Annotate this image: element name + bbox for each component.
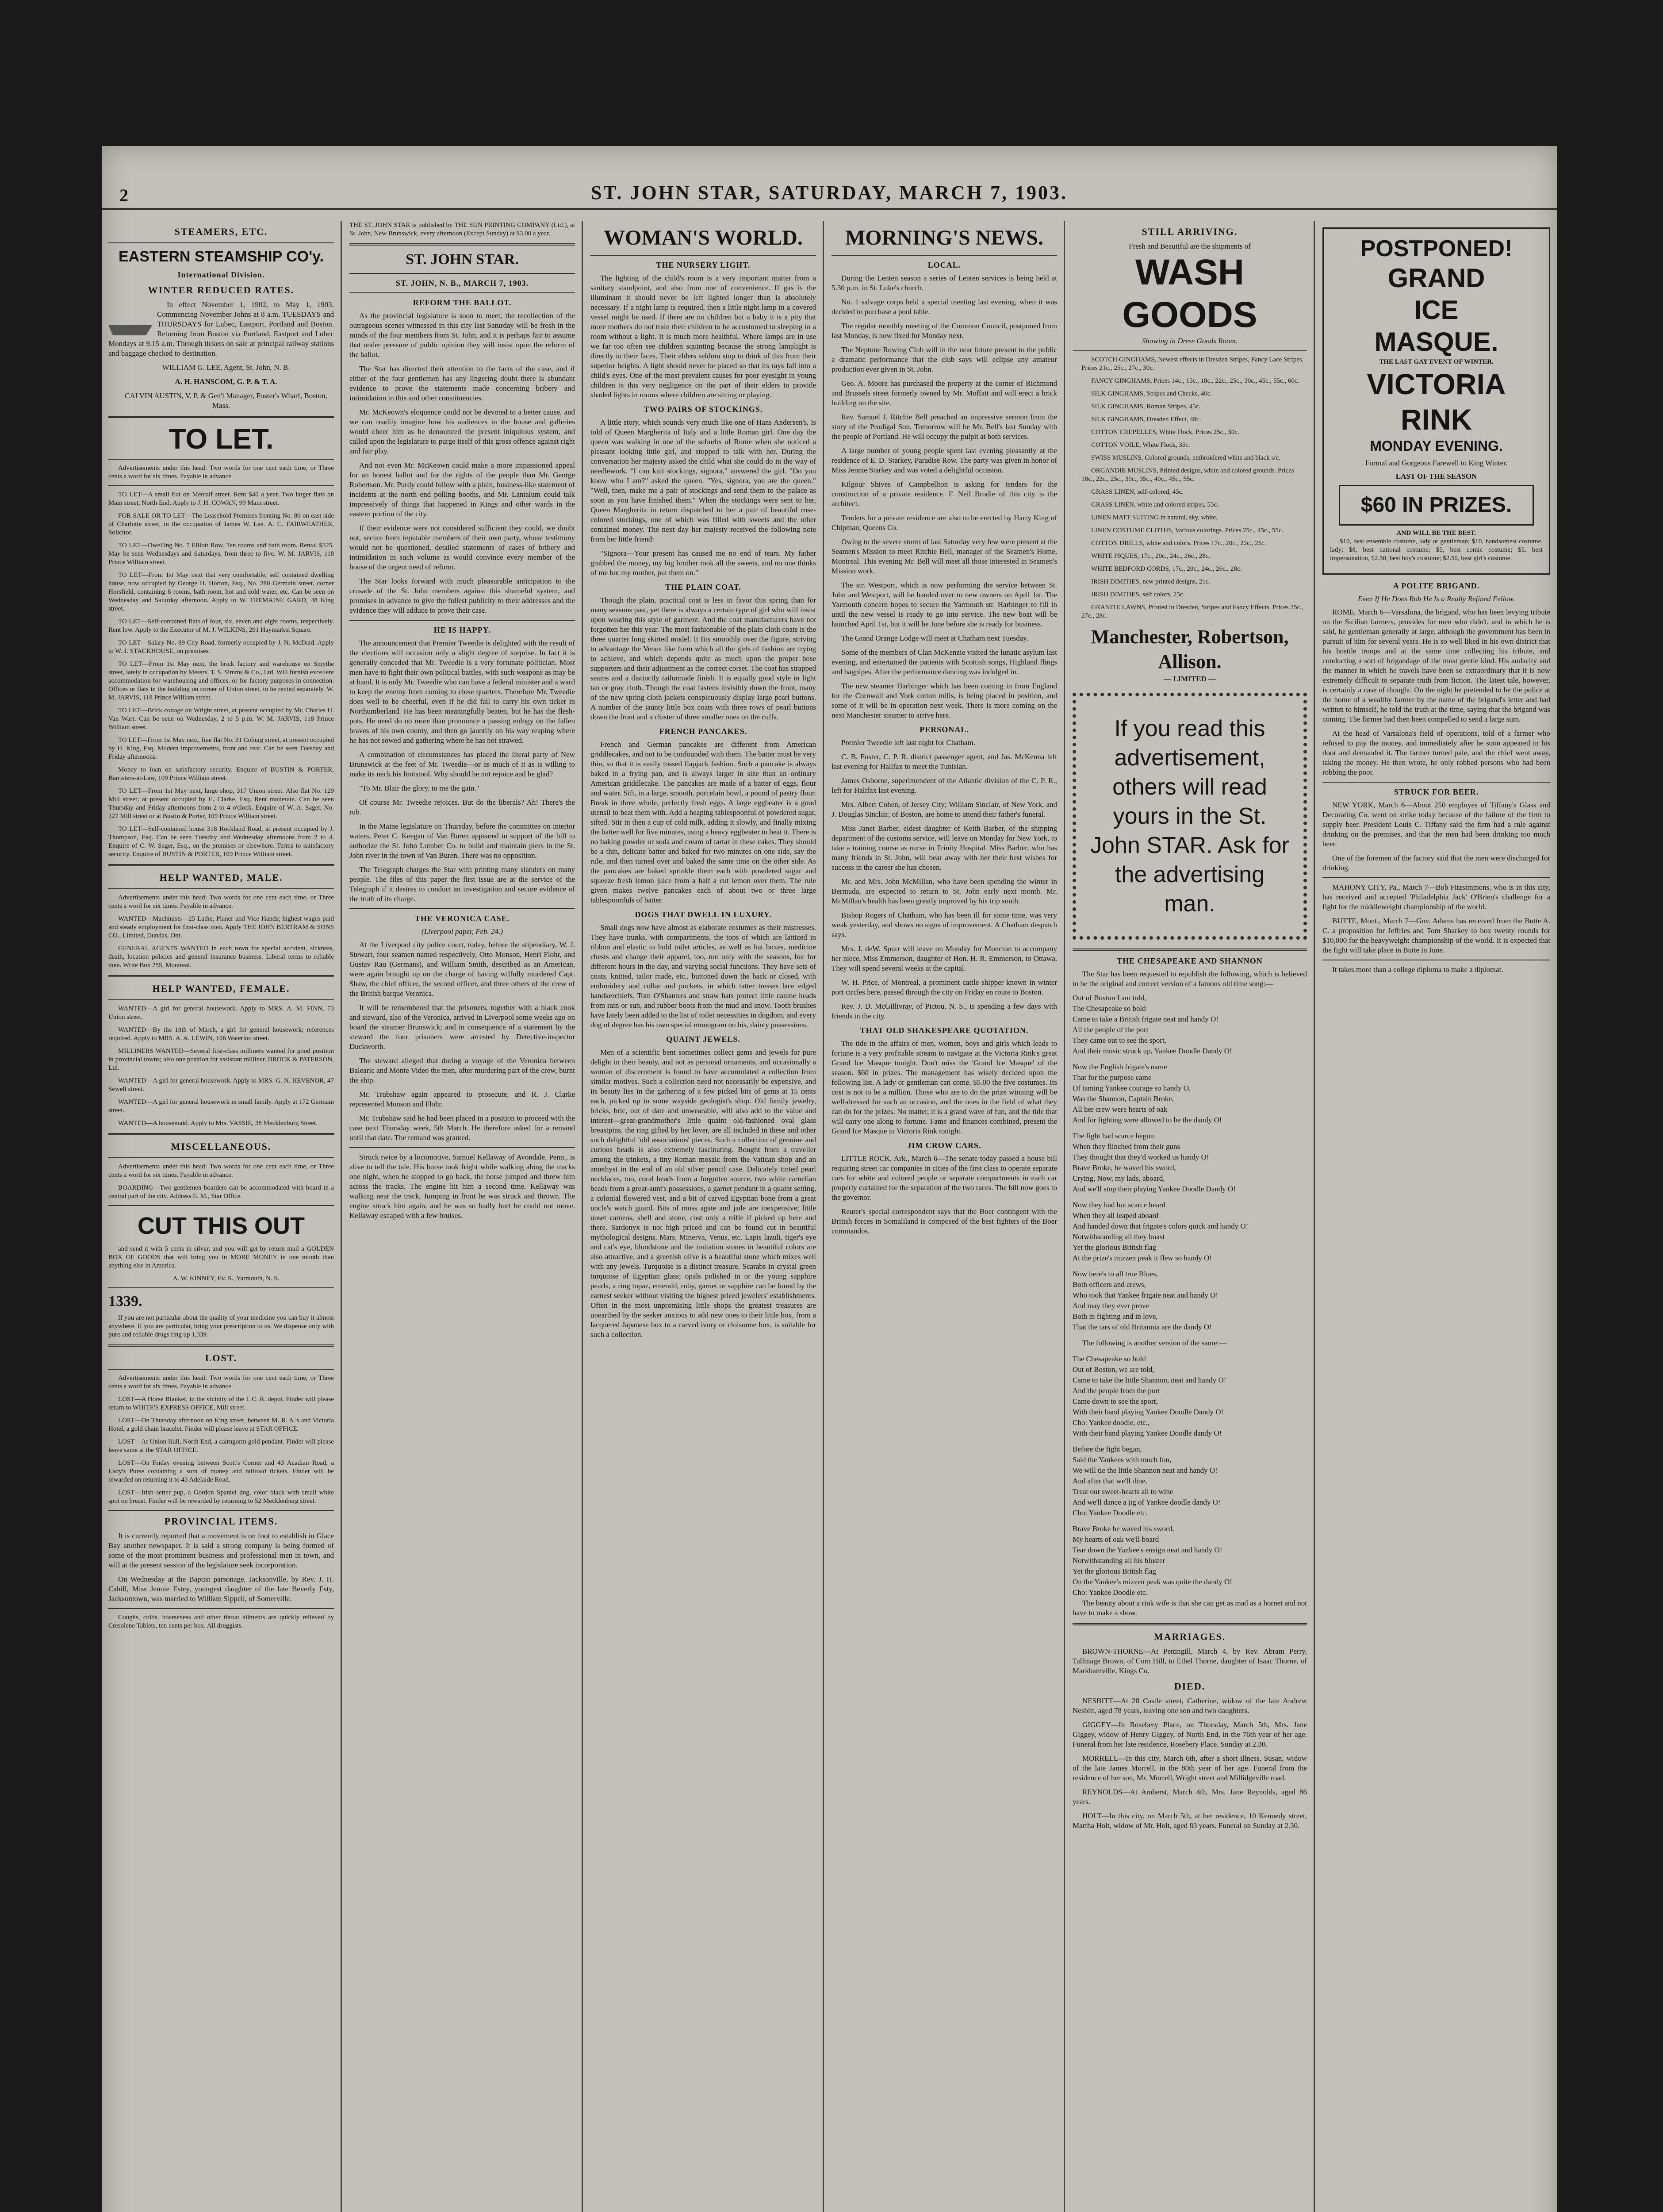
list-item: Money to loan on satisfactory security. Enquire of BUSTIN & PORTER, Barristers-at-Law, 109 Prince William street. [108, 766, 334, 782]
heading-dogs: DOGS THAT DWELL IN LUXURY. [635, 910, 772, 919]
column-rule [341, 221, 342, 2212]
publisher-note: THE ST. JOHN STAR is published by THE SUN PRINTING COMPANY (Ltd.), at St. John, New Brunswick, every afternoon (Except Sunday) at $3.00 a year. [349, 222, 575, 237]
column-5-ads-and-song [1073, 221, 1307, 2212]
verse-line: That for the purpose came [1073, 1073, 1152, 1082]
dateline: ST. JOHN, N. B., MARCH 7, 1903. [395, 279, 529, 288]
verse-line: Brave Broke, he waved his sword, [1073, 1164, 1176, 1172]
cough-ad: Coughs, colds, hoarseness and other throat ailments are quickly relieved by Cresolene Tablets, ten cents per box. All druggists. [108, 1614, 334, 1629]
list-item: SILK GINGHAMS, Stripes and Checks, 40c. [1091, 390, 1212, 397]
list-item: LOST—Irish setter pup, a Gordon Spaniel dog, color black with small white spot on breast. Finder will be rewarded by returning to 52 Mecklenburg street. [108, 1489, 334, 1505]
verse-line: They thought that they'd worked us handy O! [1073, 1153, 1209, 1161]
verse-line: And their music struck up, Yankee Doodle Dandy O! [1073, 1047, 1232, 1055]
verse-line: And may they ever prove [1073, 1302, 1149, 1310]
paragraph: Geo. A. Moore has purchased the property at the corner of Richmond and Brussels street formerly owned by Mr. Moffatt and will erect a brick building on the site. [832, 379, 1057, 407]
list-item: GENERAL AGENTS WANTED in each town for special accident, sickness, death, location policies and general insurance business. Liberal terms to reliable men. Write Box 255, Montreal. [108, 945, 334, 969]
paragraph: REYNOLDS—At Amherst, March 4th, Mrs. Jane Reynolds, aged 86 years. [1073, 1788, 1307, 1806]
verse-line: Cho: Yankee Doodle etc. [1073, 1509, 1148, 1517]
paragraph: The Star has directed their attention to the facts of the case, and if either of the four gentlemen has any lingering doubt there is abundant evidence to prove the statements made concerning bribery and intimidation in this and other constituencies. [349, 365, 575, 402]
list-item: TO LET—Dwelling No. 7 Elliott Row. Ten rooms and bath room. Rental $325. May be seen Wednesdays and Saturdays, from three to five. W. M. JARVIS, 118 Prince William street. [108, 542, 334, 566]
paragraph: In the Maine legislature on Thursday, before the committee on interior waters, Peter C. Keegan of Van Buren appeared in support of the bill to authorize the St. John Lumber Co. to build and maintain piers in the St. John river in the town of Van Buren. There was no opposition. [349, 822, 575, 860]
verse-line: Notwithstanding all they boast [1073, 1233, 1165, 1241]
paragraph: The lighting of the child's room is a very important matter from a sanitary standpoint, and also from one of convenience. If gas is the illuminant it should never be left lighted longer than is absolutely necessary. If a night lamp is required, then a little night lamp in a covered vessel might be used. If there are no children but a baby it is a pity that more mothers do not train their children to be accustomed to sleeping in a room without a light. It is much more healthful. Where lamps are in use we far too often see children squinting because the strong lamplight is directly in their faces. Their elders seldom stop to think of this from their superior heights. A light should never be placed so that its rays fall into a child's eyes. One of the most prevalent causes for poor eyesight in young children is this very negligence on the part of their elders to provide shaded lights in rooms where children are sitting or playing. [590, 274, 816, 399]
paragraph: Owing to the severe storm of last Saturday very few were present at the Seamen's Mission to meet Ritchie Bell, manager of the Seamen's Home, Montreal. This evening Mr. Bell will meet all those interested in Seamen's Mission work. [832, 538, 1057, 575]
list-item: FANCY GINGHAMS, Prices 14c., 15c., 18c., 22c., 25c., 30c., 45c., 55c., 60c. [1091, 377, 1299, 384]
verse-line: Now they had but scarce heard [1073, 1201, 1166, 1209]
list-item: TO LET—Brick cottage on Wright street, at present occupied by Mr. Charles H. Van Wart. Can be seen on Wednesday, 2 to 5 p.m. W. M. JARVIS, 118 Prince William street. [108, 707, 334, 731]
paragraph: Kilgour Shives of Campbellton is asking for tenders for the construction of a private residence. F. Neil Brodie of this city is the architect. [832, 480, 1057, 508]
verse-line: And we'll dance a jig of Yankee doodle dandy O! [1073, 1498, 1221, 1506]
last-season: LAST OF THE SEASON [1395, 472, 1477, 480]
verse-line: Notwithstanding all his bluster [1073, 1556, 1165, 1565]
verse-line: Came to take a British frigate neat and handy O! [1073, 1015, 1219, 1023]
paragraph: The Neptune Rowing Club will in the near future present to the public a dramatic performance that the club says will eclipse any amateur production ever given in St. John. [832, 346, 1057, 373]
paragraph: LITTLE ROCK, Ark., March 6—The senate today passed a house bill requiring street car companies in cities of the first class to operate separate cars for white and colored people or separate compartments in each car properly curtained for the separation of the two races. The bill now goes to the governor. [832, 1154, 1057, 1202]
misc-title: MISCELLANEOUS. [171, 1141, 272, 1152]
paragraph: MORRELL—In this city, March 6th, after a short illness, Susan, widow of the late James Morrell, in the 80th year of her age. Funeral from the residence of her son, Mr. Morrell, Wright street and Millidgeville road. [1073, 1754, 1307, 1782]
wash-showing: Showing in Dress Goods Room. [1142, 337, 1238, 345]
verse-line: The fight had scarce begun [1073, 1132, 1154, 1140]
list-item: LINEN MATT SUITING in natural, sky, white. [1091, 514, 1218, 521]
chesapeake-outro: The beauty about a rink wife is that she can get as mad as a hornet and not have to make a show. [1073, 1599, 1307, 1617]
cut-signed: A. W. KINNEY, Ev. S., Yarmouth, N. S. [172, 1275, 280, 1282]
verse-line: At the prize's mizzen peak it flew so handy O! [1073, 1254, 1212, 1262]
verse-line: All the people of the port [1073, 1025, 1149, 1034]
verse-line: We will tie the little Shannon neat and handy O! [1073, 1466, 1218, 1475]
verse-line: Both officers and crews, [1073, 1280, 1146, 1289]
paragraph: And not even Mr. McKeown could make a more impassioned appeal for an honest ballot and for the rights of the people than Mr. George Robertson. Mr. Purdy could follow with a plain, business-like statement of incidents at the north end polling booths, and Mr. Lantalum could talk impressively of things that happened in Kings and other wards in the eastern portion of the city. [349, 461, 575, 518]
song-verse [1073, 993, 1307, 1598]
list-item: WHITE PIQUES, 17c., 20c., 24c., 26c., 28c. [1091, 553, 1211, 560]
paragraph: At the head of Varsalona's field of operations, told of a farmer who refused to pay the money, and immediately after he soon appeared in his door and demanded it. The farmer turned pale, and the chief went away, taking the money. He then wrote, he only robbed persons who had been robbing the poor. [1322, 729, 1550, 776]
list-item: TO LET—From 1st May next, fine flat No. 31 Coburg street, at present occupied by H. King, Esq. Modern improvements, front and rear. Can be seen Tuesday and Friday afternoons. [108, 737, 334, 760]
paragraph: The Grand Orange Lodge will meet at Chatham next Tuesday. [841, 634, 1028, 642]
list-item: GRASS LINEN, white and colored stripes, 55c. [1091, 501, 1219, 508]
paragraph: A little story, which sounds very much like one of Hans Andersen's, is told of Queen Margherita of Italy and a little Roman girl. One day the queen was walking in one of the suburbs of Rome when she noticed a pleasant looking little girl, and stopped to talk with her. During the conversation her majesty asked the child what she could do in the way of needlework. "I can knit stockings, signora," answered the girl. "Do you know who I am?" asked the queen. "Yes, signora, you are the queen." "Well, then, make me a pair of stockings and send them to the palace as soon as you have finished them." When the stockings were sent to her, Queen Margherita in return dispatched to her a pair of beautiful rose-colored stockings, one of which was filled with sweets and the other contained money. The next day her majesty received the following note from her little friend: [590, 418, 816, 543]
paragraph: Some of the members of Clan McKenzie visited the lunatic asylum last evening, and entertained the patients with Scottish songs, Highland flings and bagpipes. After the performance dancing was indulged in. [832, 648, 1057, 676]
mra-name: Manchester, Robertson, Allison. [1091, 626, 1289, 672]
verse-line: The Chesapeake so bold [1073, 1004, 1146, 1013]
list-item: TO LET—Salary No. 89 City Road, formerly occupied by J. N. McDaid. Apply to W. J. STACKHOUSE, on premises. [108, 639, 334, 655]
paragraph: Mr. Trubshaw again appeared to prosecute, and R. J. Clarke represented Monson and Flohr. [349, 1090, 575, 1108]
verse-line: Of taming Yankee courage so handy O, [1073, 1084, 1191, 1092]
heading-died: DIED. [1174, 1681, 1206, 1692]
ice-masque-ad [1322, 227, 1550, 575]
paragraph: It is currently reported that a movement is on foot to establish in Glace Bay another newspaper. It is said a strong company is being formed of some of the most prominent business and professional men in town, and will at the present session of the legislature seek incorporation. [108, 1532, 334, 1569]
paragraph: BUTTE, Mont., March 7—Gov. Adams has received from the Butte A. C. a proposition for Jeffries and Tom Sharkey to box twenty rounds for $10,000 for the heavyweight championship of the world. It is expected that the fight will take place in Butte in June. [1322, 917, 1550, 954]
paragraph: Struck twice by a locomotive, Samuel Kellaway of Avondale, Penn., is alive to tell the tale. His horse took fright while walking along the tracks one night, when he stopped to go back, the horse jumped and threw him across the tracks. The engine hit him a second time. Kellaway was walking near the track, Jumping in front he was struck and thrown. The engine struck him again, and he was so badly hurt he could not move. Kellaway escaped with a few bruises. [349, 1153, 575, 1220]
heading-strike: STRUCK FOR BEER. [1394, 787, 1479, 796]
paragraph: "Signora—Your present has caused me no end of tears. My father grabbed the money, my big brother took all the sweets, and no one thinks of me but my mother, put them on." [590, 549, 816, 577]
list-item: COTTON DRILLS, white and colors. Prices 17c., 20c., 22c., 25c. [1091, 540, 1266, 547]
paragraph: HOLT—In this city, on March 5th, at her residence, 10 Kennedy street, Martha Holt, widow of Mr. Holt, aged 83 years. Funeral on Sunday at 2.30. [1073, 1812, 1307, 1830]
heading-happy: HE IS HAPPY. [433, 626, 491, 634]
paragraph: The announcement that Premier Tweedie is delighted with the result of the elections will occasion only a slight degree of surprise. In fact it is generally conceded that Mr. Tweedie is a very fortunate politician. Most men have to fight their own political battles, with such weapons as may be at hand. It is only Mr. Tweedie who can have a federal minister and a ward to keep the enemy from coming to close quarters. Therefore Mr. Tweedie does well to be cheerful, even if he did fail to carry his own ticket in Northumberland. He has been meaningfully beaten, but he has the flesh-pots. He need do no more than pronounce a passing eulogy on the fallen braves of his own county, and then go jauntily on his way reaping where he has not sowed and gathering where he has not strawed. [349, 639, 575, 745]
paragraph: Rev. Samuel J. Ritchie Bell preached an impressive sermon from the story of the Prodigal Son. Tomorrow will be Mr. Bell's last Sunday with the people of Portland. He will occupy the pulpit at both services. [832, 413, 1057, 441]
verse-line: Crying, Now, my lads, aboard, [1073, 1174, 1165, 1183]
page-number: 2 [119, 185, 128, 205]
list-item: WANTED—A girl for general housework. Apply to MRS. G. N. HEVENOR, 47 Sewell street. [108, 1077, 334, 1093]
postponed-title: POSTPONED! [1360, 236, 1513, 261]
ad-1339-body: If you are not particular about the quality of your medicine you can buy it almost anywhere. If you are particular, bring your prescription to us. We dispense only with pure and reliable drugs ring up 1,339. [108, 1314, 334, 1338]
paragraph: James Osborne, superintendent of the Atlantic division of the C. P. R., left for Halifax last evening. [832, 776, 1057, 795]
paragraph: NEW YORK, March 6—About 250 employes of Tiffany's Glass and Decorating Co. went on strike today because of the failure of the firm to supply beer. President Louis C. Tiffany said the firm had a rule against drinking on the premises, and that the men had been drinking too much beer. [1322, 801, 1550, 848]
verse-line: With their band playing Yankee Doodle Dandy O! [1073, 1408, 1224, 1416]
list-item: BOARDING—Two gentlemen boarders can be accommodated with board in a central part of the city. Address E. M., Star Office. [108, 1184, 334, 1200]
heading-plain-coat: THE PLAIN COAT. [665, 583, 741, 591]
paragraph: French and German pancakes are different from American griddlecakes, and not to be confounded with them. The batter must be very thin, so that it is easily tossed flapjack fashion. Such a pancake is always baked in a frying pan, and is always larger in size than an ordinary American griddlecake. The pancakes are made of a batter of eggs, flour and water. Sift, in a large, smooth, porcelain bowl, a pound of pastry flour. Break in three whole, perfectly fresh eggs. A large eggbeater is a good utensil to beat them with. Add a heaping tablespoonful of powdered sugar, sifted. Stir in then a cup of cold milk, adding it slowly, and finally mixing the batter well for five minutes, using a heavy eggbeater to beat it. There is no baking powder or soda and cream of tartar in these cakes. They should be a thin, delicate batter and baked for two minutes on one side, say the rule, and then turned over and baked the same time on the other side. As the pancakes are baked sprinkle them each with powdered sugar and squeeze fresh lemon juice from a half a cut lemon over them. The rule given makes twelve pancakes each of about two or three large tablespoonfuls of batter. [590, 740, 816, 904]
verse-line: Tear down the Yankee's ensign neat and handy O! [1073, 1546, 1222, 1554]
paragraph: Though the plain, practical coat is less in favor this spring than for many seasons past, yet there is always a certain type of girl who will insist upon wearing this style of garment. And the coat manufacturers have not forgotten her this year. The most fashionable of the plain cloth coats is the three quarter long skirted model. It fits smoothly over the figure, striving to advantage the Venus like form which all the girls of fashion are trying to achieve, and which depends quite as much upon the proper hose supporters and their adjustment as the correct corset. The coat has strapped seams and a distinctly tailormade finish. It is equally good style in light tan or gray cloth. Though the coat fastens invisibly down the front, many of the new spring cloth jackets conspicuously display large pearl buttons. A number of the jaunty little box coats with three rows of pearl buttons down the front and a cluster of three smaller ones on the cuffs. [590, 596, 816, 721]
paragraph: "To Mr. Blair the glory, to me the gain." [359, 784, 479, 792]
paragraph: Mrs. Albert Cohen, of Jersey City; William Sinclair, of New York, and J. Douglas Sinclair, of Boston, are home to attend their father's funeral. [832, 800, 1057, 818]
monday-evening: MONDAY EVENING. [1370, 438, 1503, 454]
paragraph: The steward alleged that during a voyage of the Veronica between Balearic and Monte Video the men, after murdering part of the crew, burnt the ship. [349, 1056, 575, 1084]
masque-word: MASQUE. [1374, 327, 1498, 357]
paragraph: MAHONY CITY, Pa., March 7—Bob Fitzsimmons, who is in this city, has received and accepted 'Philadelphia Jack' O'Brien's challenge for a fight for the middleweight championship of the world. [1322, 883, 1550, 911]
column-1-classifieds [108, 221, 334, 2212]
paragraph: Mr. Trubshaw said he had been placed in a position to proceed with the case next Thursday week, 5th March. He therefore asked for a remand until that date. The remand was granted. [349, 1114, 575, 1142]
paragraph: Tenders for a private residence are also to be erected by Harry King of Chipman, Queens Co. [832, 514, 1057, 532]
paragraph: ROME, March 6—Varsalona, the brigand, who has been levying tribute on the Sicilian farmers, provides for men who didn't, and in which he is said, he gentleman generally at large, although the government has been in pursuit of him for several years. He is so well liked in his own district that his hostile troops and at the same time collecting his tribute, and conducting a sort of brigandage of the most gentle kind. His audacity and the manner in which he travels have been so extraordinary that it is now extremely difficult to separate truth from fiction. The latest tale, however, is certainly a case of thought. On the night he pretended to be the police at the home of a wealthy farmer by the name of the brigand's letter and had written to himself, he told the truth at the time, saying that the brigand was coming. The farmer had then been compelled to send a large sum. [1322, 608, 1550, 723]
paragraph: At the Liverpool city police court, today, before the stipendiary, W. J. Stewart, four seamen named respectively, Otto Monson, Henri Flohr, and Gustav Rau (Germans), and William Smith, described as an American, were again brought up on the charge of having wilfully murdered Capt. Shaw, the chief officer, the second officer, and three others of the crew of the British barque Veronica. [349, 941, 575, 998]
paper-title: ST. JOHN STAR. [406, 251, 519, 268]
paragraph: Small dogs now have almost as elaborate costumes as their mistresses. They have trunks, with compartments, the tops of which are latticed in ribbon and elastic to hold toilet articles, as well as hat boxes, medicine chests and change their apparel, too, not only with the seasons, but for different hours in the day, and varying social functions. They have sets of coats, knitted, tailor made, etc., buttoned down the back or closed, with embroidery and collar and pockets, in which tatter tresses lace edged handkerchiefs. Tom O'Shanters and straw hats protect little canine heads from rain or sun, and rubber boots from the mud and snow. Tooth brushes have lately been added to the list of toilet necessities in dogdom, and every dog of degree has his own special monogram on his, dainty possessions. [590, 923, 816, 1029]
verse-line: Came to take the little Shannon, neat and handy O! [1073, 1376, 1226, 1384]
prizes-detail: $10, best ensemble costume, lady or gentleman; $10, handsomest costume, lady; $8, best national costume; $5, best comic costume; $5, best impersonation, $2.50, best boy's costume; $2.50, best girl's costume. [1330, 538, 1543, 562]
heading-chesapeake: THE CHESAPEAKE AND SHANNON [1117, 956, 1263, 965]
list-item: SILK GINGHAMS, Dresden Effect, 48c. [1091, 416, 1201, 423]
verse-line: With their band playing Yankee Doodle dandy O! [1073, 1429, 1222, 1437]
newspaper-page [102, 146, 1557, 2212]
column-6-rink-and-news [1322, 221, 1550, 2212]
steamship-sub2: WINTER REDUCED RATES. [148, 284, 295, 296]
to-let-intro: Advertisements under this head: Two words for one cent each time, or Three cents a word for six times. Payable in advance. [108, 465, 334, 480]
list-item: LOST—On Thursday afternoon on King street, between M. R. A.'s and Victoria Hotel, a gold chain bracelet. Finder will please leave at STAR OFFICE. [108, 1417, 334, 1432]
advertise-text: If you read this advertisement, others will read yours in the St. John STAR. Ask for the advertising man. [1090, 716, 1289, 917]
ice-word: ICE [1414, 295, 1459, 325]
list-item: WANTED—A girl for general housework in small family. Apply at 172 Germain street. [108, 1098, 334, 1114]
heading-veronica: THE VERONICA CASE. [414, 914, 510, 923]
list-item: TO LET—Self-contained house 318 Rockland Road, at present occupied by J. Thompson, Esq. Can be seen Tuesday and Wednesday afternoons from 2 to 4. Enquire of C. W. Sager, Esq., on the premises or elsewhere. Terms to satisfactory security. Enquire of BUSTIN & PORTER, 109 Prince William street. [108, 826, 334, 858]
paragraph: A combination of circumstances has placed the literal party of New Brunswick at the feet of Mr. Tweedie—or as much of it as is willing to make its neck his footstool. Why should he not rejoice and be glad? [349, 750, 575, 778]
verse-line: Before the fight began, [1073, 1445, 1142, 1453]
help-female-title: HELP WANTED, FEMALE. [152, 983, 290, 994]
verse-line: My hearts of oak we'll board [1073, 1535, 1159, 1544]
verse-line: Brave Broke he waved his sword, [1073, 1525, 1174, 1533]
wash-goods-title: WASH GOODS [1122, 252, 1257, 335]
verse-line: Cho: Yankee doodle, etc., [1073, 1418, 1150, 1427]
ad-1339-title: 1339. [108, 1293, 142, 1310]
heading-jewels: QUAINT JEWELS. [666, 1035, 740, 1044]
to-let-title: TO LET. [169, 423, 274, 455]
last-gay-event: THE LAST GAY EVENT OF WINTER. [1379, 358, 1494, 365]
list-item: LOST—On Friday evening between Scott's Corner and 43 Acadian Road, a Lady's Purse containing a sum of money and railroad tickets. Finder will be rewarded on returning it to 43 Adelaide Road. [108, 1459, 334, 1483]
column-4-mornings-news [832, 221, 1057, 2212]
paragraph: W. H. Price, of Montreal, a prominent cattle shipper known in winter port circles here, passed through the city on Friday en route to Boston. [832, 978, 1057, 996]
paragraph: Mrs. J. deW. Spurr will leave on Monday for Moncton to accompany her niece, Miss Emmerson, daughter of Hon. H. R. Emmerson, to Ottawa. They will spend several weeks at the capital. [832, 945, 1057, 972]
steamship-title: EASTERN STEAMSHIP CO'y. [118, 248, 324, 265]
steamship-gp: A. H. HANSCOM, G. P. & T. A. [175, 377, 277, 386]
verse-line: Came down to see the sport, [1073, 1397, 1158, 1406]
advertise-box [1073, 693, 1307, 940]
mra-limited: — LIMITED — [1163, 675, 1216, 683]
heading-stockings: TWO PAIRS OF STOCKINGS. [644, 405, 763, 414]
list-item: SWISS MUSLINS, Colored grounds, embroidered white and black s/c. [1091, 454, 1280, 461]
paragraph: During the Lenten season a series of Lenten services is being held at 5.30 p.m. in St. Luke's church. [832, 274, 1057, 292]
list-item: TO LET—From 1st May next, the brick factory and warehouse on Smythe street, lately in occupation by Messrs. T. S. Simms & Co., Ltd. Will furnish excellent accommodation for warehousing and offices, or for factory purposes in connection. Offices or flats in the building on corner of Union street, to be rented separately. W. M. JARVIS, 118 Prince William street. [108, 661, 334, 701]
paragraph: The str. Westport, which is now performing the service between St. John and Westport, will be handed over to new owners on April 1st. The Yarmouth concern hopes to secure the Yarmouth str. Harbinger to fill in until the new vessel is ready to go into service. The new boat will be launched April 1st, but it will be June before she is ready for business. [832, 581, 1057, 628]
verse-line: Said the Yankees with much fun, [1073, 1455, 1172, 1464]
list-item: WANTED—A housemaid. Apply to Mrs. VASSIE, 38 Mecklenburg Street. [118, 1120, 318, 1127]
paragraph: It takes more than a college diploma to make a diplomat. [1332, 965, 1503, 974]
verse-line: And after that we'll dine, [1073, 1477, 1147, 1485]
verse-line: Yet the glorious British flag [1073, 1243, 1157, 1252]
heading-brigand: A POLITE BRIGAND. [1393, 581, 1480, 590]
paragraph: As the provincial legislature is soon to meet, the recollection of the outrageous scenes witnessed in this city last Saturday will be fresh in the minds of the four members from St. John, and it is perhaps fair to assume that under pressure of public opinion they will insist upon the reform of the ballot. [349, 311, 575, 359]
list-item: COTTON CREPELLES, White Flock. Prices 25c., 30c. [1091, 429, 1239, 436]
still-arriving: STILL ARRIVING. [1142, 226, 1238, 237]
help-male-title: HELP WANTED, MALE. [159, 872, 283, 883]
list-item: WANTED—Machinists—25 Lathe, Planer and Vice Hands; highest wages paid and steady employment for first-class men. Apply THE JOHN BERTRAM & SONS CO., Limited, Dundas, Ont. [108, 915, 334, 939]
heading-personal: PERSONAL. [920, 725, 969, 734]
womans-world-title: WOMAN'S WORLD. [604, 226, 803, 250]
verse-line: Cho: Yankee Doodle etc. [1073, 1588, 1148, 1597]
grand-word: GRAND [1387, 263, 1485, 293]
verse-line: That the tars of old Britannia are the dandy O! [1073, 1323, 1212, 1331]
list-item: FOR SALE OR TO LET—The Leasehold Premises fronting No. 80 on east side of Charlotte street, in the occupation of James W. Lee. A. C. FAIRWEATHER, Solicitor. [108, 512, 334, 536]
verse-line: Now the English frigate's name [1073, 1063, 1167, 1071]
verse-line: And for fighting were allowed to be the dandy O! [1073, 1116, 1222, 1124]
column-rule [1064, 221, 1065, 2212]
column-rule [1314, 221, 1315, 2212]
best-line: AND WILL BE THE BEST. [1396, 530, 1476, 537]
victoria-rink: VICTORIA RINK [1367, 368, 1506, 436]
verse-line: They came out to see the sport, [1073, 1036, 1166, 1045]
list-item: IRISH DIMITIES, new printed designs, 21c. [1091, 578, 1211, 585]
verse-line: Yet the glorious British flag [1073, 1567, 1157, 1575]
list-item: WANTED—By the 18th of March, a girl for general housework; references required. Apply to MRS. A. A. LEWIN, 106 Waterloo street. [108, 1026, 334, 1042]
paragraph: GIGGEY—In Rosebery Place, on Thursday, March 5th, Mrs. Jane Giggey, widow of Henry Giggey, of North End, in the 76th year of her age. Funeral from her late residence, Rosebery Place, Sunday at 2.30. [1073, 1720, 1307, 1748]
verse-alt-intro: The following is another version of the same:— [1082, 1339, 1227, 1347]
list-item: IRISH DIMITIES, self colors, 25c. [1091, 591, 1185, 598]
paragraph: NESBITT—At 28 Castle street, Catherine, widow of the late Andrew Nesbitt, aged 78 years, leaving one son and two daughters. [1073, 1697, 1307, 1715]
heading-french-pancakes: FRENCH PANCAKES. [659, 727, 747, 736]
prizes-box [1339, 485, 1534, 526]
heading-ballot: REFORM THE BALLOT. [413, 298, 512, 307]
paragraph: Men of a scientific bent sometimes collect gems and jewels for pure delight in their beauty, and not as personal ornaments, and occasionally a woman of discernment is found to have accumulated a collection from similar motives. Such a collection need not necessarily be expensive, and its beauty lies in the gathering of a few picked bits of gems at 15 cents each, picked up in some wayside geologist's shop. Old family jewelry, bricks, bric, out of date and unwearable, will also add to the value and interest—great-grandmother's little quaint old-fashioned oval glass breastpins, the ring gifted by her lover, are all included in these and other such delightful 'old associations' pieces. Such a collection of genuine and curious beads is also extremely fascinating. Bought from a traveller among the trinkets, a tiny Roman mosaic from the Vatican shop and an amethyst in the end of an old silver pencil case. Delicately tinted pearl necklaces, too, coral beads from a forgotten source, two white carnelian beads from a great-aunt's possessions, a garnet pendant in a quaint setting, a colonial flowered vest, and a bit of carved Egyptian bone from a great uncle's watch guard. Bits of moss agate and jade are inexpensive; little unset cameos, shell and stone, cost only a trifle if picked up here and there. Sardonyx is not high priced and can be found cut in beautiful mythological designs, Mars, Minerva, Venus, etc. Lapis lazuli, tiger's eye and cat's eye, bloodstone and the imitation stones in beautiful colors are also attractive, and a greenish olive is a beautiful stone which mixes well with any jewels. Turquoise is a distinct treasure. Scarabs in crystal green turquoise of Egyptian glass; opals polished in or the young sapphire pearls, a ring topaz, emerald, ruby, garnet or sapphire can be found by the earnest seeker without visiting the highest priced jewelers' establishments. Often in the most unpromising little shops the greatest treasures are unearthed by the seeker anxious to add new ones to their little box, from a lacquered Japanese box to a carved ivory or cloisonne box, is suitable for such a collection. [590, 1048, 816, 1339]
column-rule [582, 221, 583, 2212]
paragraph: The Star looks forward with much pleasurable anticipation to the crusade of the St. John members against this shameful system, and promises in advance to give the fullest publicity to their addresses and the evidence they will adduce to prove their case. [349, 577, 575, 614]
cut-this-out-title: CUT THIS OUT [138, 1213, 305, 1239]
steamship-sub1: International Division. [177, 270, 265, 279]
paragraph: Rev. J. D. McGillivray, of Pictou, N. S., is spending a few days with friends in the city. [832, 1002, 1057, 1020]
list-item: TO LET—From 1st May next, large shop, 317 Union street. Also flat No. 129 Mill street; at present occupied by E. Clarke, Esq. Rent moderate. Can be seen Thursday and Friday afternoons from 2 to 4 o'clock. Enquire of W. A. Sager, No. 127 Mill street or at Bustin & Porter, 109 Prince William street. [108, 787, 334, 820]
misc-intro: Advertisements under this head: Two words for one cent each time, or Three cents a word for six times. Payable in advance. [108, 1163, 334, 1179]
chesapeake-intro: The Star has been requested to republish the following, which is believed to be the original and correct version of a famous old time song:— [1073, 970, 1307, 988]
list-item: LINEN COSTUME CLOTHS, Various colorings. Prices 25c., 45c., 55c. [1091, 527, 1284, 534]
paragraph: The regular monthly meeting of the Common Council, postponed from last Monday, is now fixed for Monday next. [832, 322, 1057, 340]
paragraph: Mr. McKeown's eloquence could not be devoted to a better cause, and we can readily imagine how his audiences in the house and galleries would cheer him as he denounced the present iniquitous system, and called upon the legislature to purge itself of this gross offence against right and fair play. [349, 408, 575, 455]
list-item: ORGANDIE MUSLINS, Printed designs, white and colored grounds. Prices 18c., 22c., 25c., 30c., 35c., 40c., 45c., 55c. [1081, 467, 1294, 483]
list-item: GRANITE LAWNS, Printed in Dresden, Stripes and Fancy Effects. Prices 25c., 27c., 28c. [1081, 604, 1303, 619]
list-item: COTTON VOILE, White Flock, 35c. [1091, 442, 1190, 449]
lost-title: LOST. [205, 1352, 238, 1363]
paragraph: Reuter's special correspondent says that the Boer contingent with the British forces in Somaliland is composed of the best fighters of the Boer commandos. [832, 1207, 1057, 1235]
paragraph: The tide in the affairs of men, women, boys and girls which leads to fortune is a very profitable stream to navigate at the Victoria Rink's great Grand Ice Masque tonight. Don't miss the 'Grand Ice Masque' of the season. $60 in prizes. The management has wisely decided upon the following list. A lady or gentleman can come, $5.00 the five costumes. Its cost is not to be a million. Those who are to do the prize winning will be well-dressed for such an occasion, and the ones in the field of what they can do for the prizes. No matter, it is a grand wave of fun, and the tide that will carry one along to fortune. Fame and finances combined, present the Grand Ice Masque in Victoria Rink tonight. [832, 1039, 1057, 1135]
paragraph: It will be remembered that the prisoners, together with a black cook and steward, also of the Veronica, arrived in Liverpool some weeks ago on board the steamer Brunswick; and in consequence of a statement by the steward the four prisoners were arrested by Detective-inspector Duckworth. [349, 1003, 575, 1051]
cut-body: and send it with 5 cents in silver, and you will get by return mail a GOLDEN BOX OF GOODS that will bring you in MORE MONEY in one month than anything else in America. [108, 1245, 334, 1269]
steamship-agent: WILLIAM G. LEE, Agent, St. John, N. B. [162, 363, 290, 372]
section-steamers: STEAMERS, ETC. [174, 226, 268, 237]
lost-intro: Advertisements under this head: Two words for one cent each time, or Three cents a word for six times. Payable in advance. [108, 1375, 334, 1390]
list-item: GRASS LINEN, self-colored, 45c. [1091, 488, 1184, 495]
paragraph: No. 1 salvage corps held a special meeting last evening, when it was decided to purchase a pool table. [832, 298, 1057, 316]
paragraph: BROWN-THORNE—At Pettingill, March 4, by Rev. Abram Perry, Tallmage Brown, of Corn Hill, to Ethel Thorne, daughter of Isaac Thorne, of Markhamville, Kings Co. [1073, 1647, 1307, 1675]
verse-line: When they all leaped aboard [1073, 1211, 1159, 1220]
paragraph: Miss Janet Barber, eldest daughter of Keith Barber, of the shipping department of the customs service, will leave on Monday for New York, to take a training course as nurse in Trinity Hospital. Miss Barber, who has many friends in St. John, will bear away with her their best wishes for success in the career she has chosen. [832, 824, 1057, 872]
verse-line: All her crew were hearts of oak [1073, 1105, 1168, 1114]
masthead: ST. JOHN STAR, SATURDAY, MARCH 7, 1903. [102, 181, 1557, 210]
list-item: TO LET—A small flat on Metcalf street. Rent $40 a year. Two larger flats on Main street, North End. Apply to J. H. COWAN, 99 Main street. [108, 491, 334, 507]
paragraph: If their evidence were not considered sufficient they could, we doubt not, secure from reputable members of their own party, whose testimony would not be questioned, detailed statements of cases of bribery and intimidation in such volume as would convince every member of the house of the urgent need of reform. [349, 524, 575, 571]
verse-line: Was the Shannon, Captain Broke, [1073, 1094, 1174, 1103]
veronica-source: (Liverpool paper, Feb. 24.) [421, 927, 503, 936]
column-2-editorial [349, 221, 575, 2212]
paragraph: Bishop Rogers of Chatham, who has been ill for some time, was very weak yesterday, and shows no signs of improvement. A Chatham despatch says. [832, 911, 1057, 939]
verse-line: Both in fighting and in love, [1073, 1312, 1158, 1321]
paragraph: The Telegraph charges the Star with printing many slanders on many people. The files of this paper the first issue are at the service of the Telegraph if it desires to conduct an investigation and secure evidence of the truth of its charge. [349, 865, 575, 903]
verse-line: When they flinched from their guns [1073, 1142, 1180, 1151]
steamship-gm: CALVIN AUSTIN, V. P. & Gen'l Manager, Foster's Wharf, Boston, Mass. [125, 392, 327, 410]
list-item: WANTED—A girl for general housework. Apply to MRS. A. M. FINN, 73 Union street. [108, 1005, 334, 1021]
provincial-title: PROVINCIAL ITEMS. [164, 1516, 278, 1527]
wash-intro: Fresh and Beautiful are the shipments of [1129, 242, 1251, 250]
list-item: SILK GINGHAMS, Roman Stripes, 45c. [1091, 403, 1201, 410]
paragraph: Of course Mr. Tweedie rejoices. But do the liberals? Ah! There's the rub. [349, 798, 575, 816]
paragraph: On Wednesday at the Baptist parsonage, Jacksonville, by Rev. J. H. Cahill, Miss Jennie Estey, youngest daughter of the late Beverly Esty, Jacksontown, was married to William Sippell, of Somerville. [108, 1575, 334, 1603]
mornings-news-title: MORNING'S NEWS. [845, 226, 1044, 250]
heading-shakespeare: THAT OLD SHAKESPEARE QUOTATION. [860, 1026, 1029, 1035]
paragraph: A large number of young people spent last evening pleasantly at the residence of E. D. Starkey, Paradise Row. The party was given in honor of Miss Jennie Starkey and was voted a delightful occasion. [832, 446, 1057, 474]
verse-line: Treat our sweet-hearts all to wine [1073, 1487, 1173, 1496]
column-rule [823, 221, 824, 2212]
list-item: SCOTCH GINGHAMS, Newest effects in Dresden Stripes, Fancy Lace Stripes. Prices 21c., 25c., 27c., 30c. [1081, 356, 1304, 372]
verse-line: And the people from the port [1073, 1386, 1160, 1395]
help-male-intro: Advertisements under this head: Two words for one cent each time, or Three cents a word for six times. Payable in advance. [108, 894, 334, 910]
verse-line: Now here's to all true Blues, [1073, 1270, 1158, 1278]
column-3-womans-world [590, 221, 816, 2212]
verse-line: On the Yankee's mizzen peak was quite the dandy O! [1073, 1578, 1232, 1586]
heading-marriages: MARRIAGES. [1153, 1631, 1226, 1642]
paragraph: The new steamer Harbinger which has been coming in from England for the Cornwall and York cotton mills, is being placed in position, and some of it will be in operation next week. There is more coming on the next Manchester steamer to arrive here. [832, 682, 1057, 719]
paragraph: Premier Tweedie left last night for Chatham. [841, 738, 975, 747]
list-item: WHITE BEDFORD CORDS, 17c., 20c., 24c., 26c., 28c. [1091, 565, 1242, 572]
list-item: LOST—At Union Hall, North End, a cairngorm gold pendant. Finder will please leave same at the STAR OFFICE. [108, 1438, 334, 1454]
list-item: TO LET—Self-contained flats of four, six, seven and eight rooms, respectively. Rent low. Apply to the Executor of M. J. WILKINS, 291 Haymarket Square. [108, 618, 334, 634]
heading-nursery: THE NURSERY LIGHT. [656, 261, 751, 269]
verse-line: The Chesapeake so bold [1073, 1355, 1146, 1363]
list-item: MILLINERS WANTED—Several first-class milliners wanted for good position in provincial towns; also one position for assistant milliner. BROCK & PATERSON, Ltd. [108, 1048, 334, 1071]
list-item: LOST—A Horse Blanket, in the vicinity of the I. C. R. depot. Finder will please return to WHITE'S EXPRESS OFFICE, Mill street. [108, 1396, 334, 1411]
verse-line: And we'll stop their playing Yankee Doodle Dandy O! [1073, 1185, 1236, 1193]
paragraph: C. B. Foster, C. P. R. district passenger agent, and Jas. McKenna left last evening for Halifax to meet the Tunisian. [832, 753, 1057, 771]
list-item: TO LET—From 1st May next that very comfortable, self contained dwelling house, now occupied by George H. Horton, Esq., No. 280 Germain street, corner Horsfield, containing 8 rooms, bath room, hot and cold water, etc. Can be seen on Wednesday and Saturday afternoon. Apply to W. TREMAINE GARD, 48 King street. [108, 572, 334, 612]
verse-line: Who took that Yankee frigate neat and handy O! [1073, 1291, 1219, 1299]
steamship-body: In effect November 1, 1902, to May 1, 1903. Commencing November Johns at 8 a.m. TUESDAYS and THURSDAYS for Lubec, Eastport, Portland and Boston. Returning from Boston via Portland, Eastport and Lubec Mondays at 9.15 a.m. Through tickets on sale at principal railway stations and baggage checked to destination. [108, 300, 334, 357]
verse-line: And handed down that frigate's colors quick and handy O! [1073, 1222, 1249, 1230]
prizes-amount: $60 IN PRIZES. [1360, 493, 1512, 517]
verse-line: Out of Boston, we are told, [1073, 1365, 1154, 1374]
verse-line: Out of Boston I am told, [1073, 994, 1146, 1002]
heading-local: LOCAL. [927, 261, 961, 269]
heading-jim-crow: JIM CROW CARS. [907, 1141, 981, 1150]
paragraph: Mr. and Mrs. John McMillan, who have been spending the winter in Bermuda, are expected to return to St. John early next month. Mr. McMillan's health has been greatly improved by his trip south. [832, 877, 1057, 905]
farewell-line: Formal and Gorgeous Farewell to King Winter. [1365, 459, 1508, 467]
paragraph: One of the foremen of the factory said that the men were discharged for drinking. [1322, 854, 1550, 872]
brigand-sub: Even If He Does Rob He Is a Really Refined Fellow. [1357, 595, 1515, 603]
